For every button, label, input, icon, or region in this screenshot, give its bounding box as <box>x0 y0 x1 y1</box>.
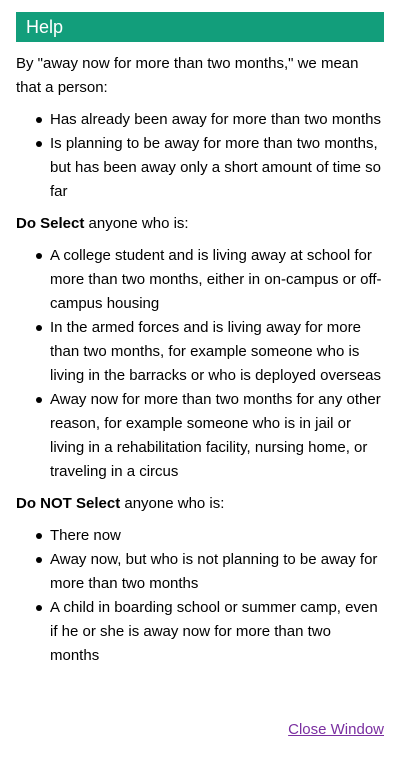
intro-text: By "away now for more than two months," we mean that a person: <box>16 55 359 96</box>
help-title: Help <box>26 17 64 37</box>
do-not-select-heading <box>16 492 384 516</box>
list-item: Has already been away for more than two months <box>16 108 384 132</box>
do-select-heading <box>16 212 384 236</box>
do-select-rest: anyone who is: <box>84 215 189 232</box>
help-content <box>16 52 384 668</box>
do-select-label: Do Select <box>16 215 85 232</box>
away-definition-list <box>16 108 384 204</box>
list-item: Away now, but who is not planning to be away for more than two months <box>16 548 384 596</box>
do-not-select-list <box>16 524 384 668</box>
close-window-link[interactable]: Close Window <box>288 721 384 738</box>
do-not-select-label: Do NOT Select <box>16 495 121 512</box>
help-header-bar <box>16 12 384 42</box>
list-item: A college student and is living away at school for more than two months, either in on-campus or off-campus housing <box>16 244 384 316</box>
list-item: Is planning to be away for more than two months, but has been away only a short amount of time so far <box>16 132 384 204</box>
list-item: There now <box>16 524 384 548</box>
list-item: A child in boarding school or summer camp, even if he or she is away now for more than two months <box>16 596 384 668</box>
do-select-list <box>16 244 384 484</box>
do-not-select-rest: anyone who is: <box>120 495 225 512</box>
list-item: In the armed forces and is living away for more than two months, for example someone who is living in the barracks or who is deployed overseas <box>16 316 384 388</box>
list-item: Away now for more than two months for any other reason, for example someone who is in jail or living in a rehabilitation facility, nursing home, or traveling in a circus <box>16 388 384 484</box>
